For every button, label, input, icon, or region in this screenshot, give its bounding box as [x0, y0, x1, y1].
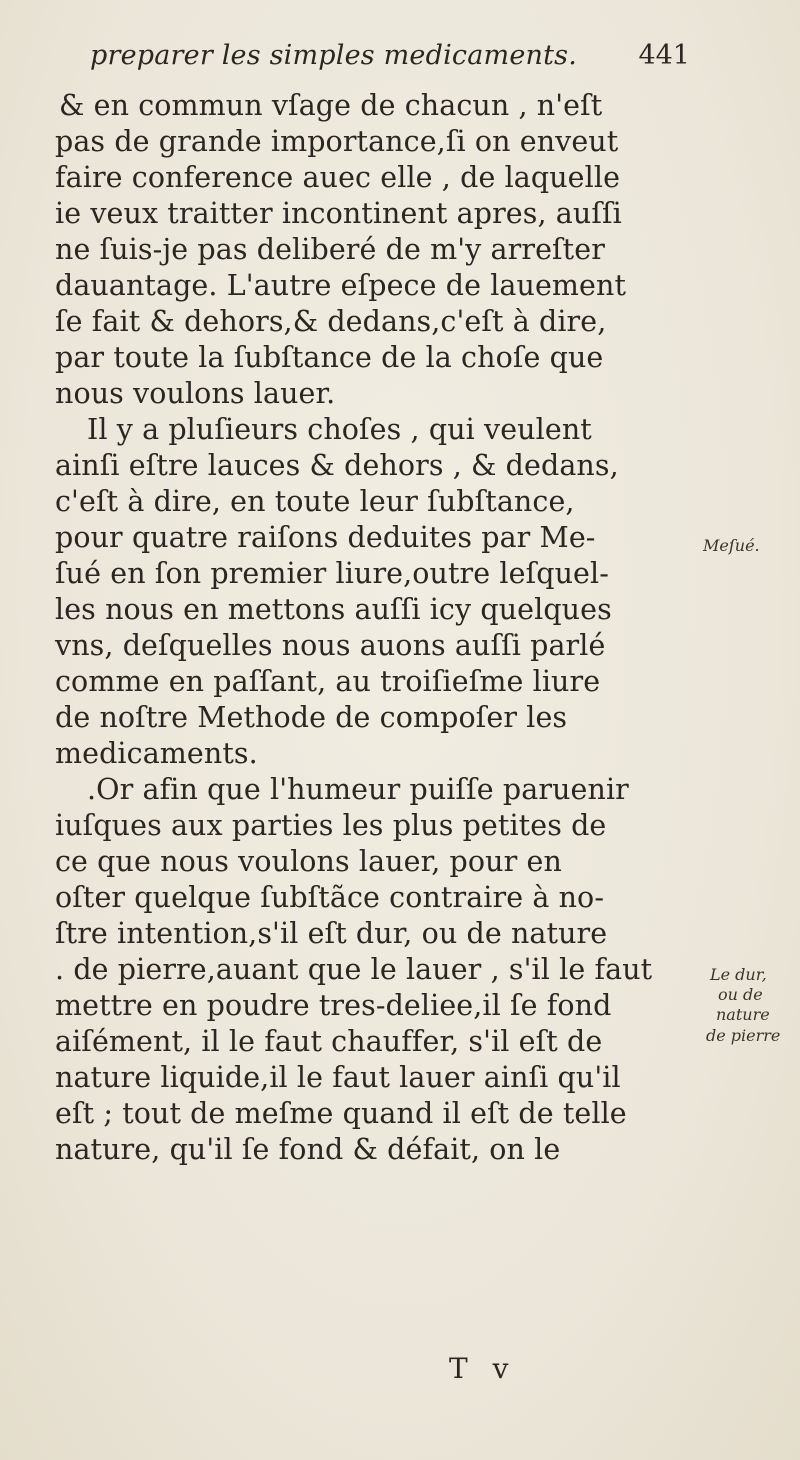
text-line: ſué en ſon premier liure,outre leſquel-	[55, 557, 609, 590]
margin-note-mesue: Meſué.	[703, 536, 760, 555]
margin-note-dur: ou de	[718, 985, 763, 1004]
text-line: ainſi eſtre lauces & dehors , & dedans,	[55, 449, 619, 482]
text-line: aiſément, il le faut chauffer, s'il eſt de	[55, 1025, 603, 1058]
text-line: comme en paſſant, au troiſieſme liure	[55, 665, 601, 698]
text-line: eſt ; tout de meſme quand il eſt de telle	[55, 1097, 627, 1130]
running-head: preparer les simples medicaments.	[90, 40, 577, 71]
text-line: nature liquide,il le faut lauer ainſi qu'il	[55, 1061, 621, 1094]
page-header	[90, 40, 690, 88]
text-line: & en commun vſage de chacun , n'eſt	[59, 89, 603, 122]
text-line: nous voulons lauer.	[55, 377, 336, 410]
text-line: faire conference auec elle , de laquelle	[55, 161, 621, 194]
text-line: mettre en poudre tres-deliee,il ſe fond	[55, 989, 612, 1022]
text-line: medicaments.	[55, 737, 258, 770]
text-line: vns, deſquelles nous auons auſſi parlé	[55, 629, 606, 662]
text-line: par toute la ſubſtance de la choſe que	[55, 341, 604, 374]
text-line: ie veux traitter incontinent apres, auſſi	[55, 197, 622, 230]
margin-note-dur: nature	[716, 1005, 770, 1024]
text-line: ne ſuis-je pas deliberé de m'y arreſter	[55, 233, 605, 266]
page-number: 441	[638, 40, 690, 71]
text-line: Il y a pluſieurs choſes , qui veulent	[87, 413, 592, 446]
text-line: nature, qu'il ſe fond & défait, on le	[55, 1133, 561, 1166]
text-line: ſtre intention,s'il eſt dur, ou de nature	[55, 917, 608, 950]
text-line: . de pierre,auant que le lauer , s'il le faut	[55, 953, 653, 986]
text-line: ſe fait & dehors,& dedans,c'eſt à dire,	[55, 305, 607, 338]
signature-mark: T v	[449, 1352, 517, 1385]
text-line: ce que nous voulons lauer, pour en	[55, 845, 562, 878]
body-text	[55, 88, 695, 1168]
text-line: oſter quelque ſubſtãce contraire à no-	[55, 881, 605, 914]
text-line: pour quatre raiſons deduites par Me-	[55, 521, 596, 554]
text-line: iuſques aux parties les plus petites de	[55, 809, 607, 842]
margin-note-dur: de pierre	[706, 1026, 781, 1045]
text-line: pas de grande importance,ſi on enveut	[55, 125, 619, 158]
text-line: dauantage. L'autre eſpece de lauement	[55, 269, 627, 302]
margin-note-dur: Le dur,	[710, 965, 767, 984]
text-line: les nous en mettons auſſi icy quelques	[55, 593, 612, 626]
text-line: c'eſt à dire, en toute leur ſubſtance,	[55, 485, 575, 518]
text-line: .Or afin que l'humeur puiſſe paruenir	[87, 773, 629, 806]
text-line: de noſtre Methode de compoſer les	[55, 701, 568, 734]
